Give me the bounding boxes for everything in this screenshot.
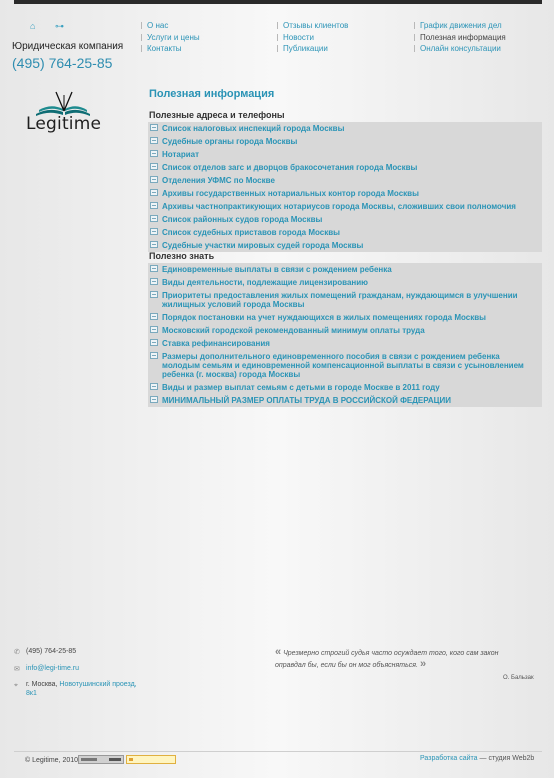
document-icon — [150, 176, 158, 183]
quote-open-icon: « — [275, 646, 282, 658]
nav-column-3 — [414, 20, 506, 55]
open-book-icon — [24, 90, 104, 116]
list-item[interactable]: Московский городской рекомендованный минимум оплаты труда — [148, 324, 542, 337]
document-icon — [150, 278, 158, 285]
developer-credit: Разработка сайта — студия Web2b — [420, 755, 535, 762]
document-icon — [150, 326, 158, 333]
document-icon — [150, 150, 158, 157]
list-item[interactable]: Судебные органы города Москвы — [148, 135, 542, 148]
list-item[interactable]: Виды и размер выплат семьям с детьми в городе Москве в 2011 году — [148, 381, 542, 394]
list-item[interactable]: Порядок постановки на учет нуждающихся в жилых помещениях города Москвы — [148, 311, 542, 324]
list-item[interactable]: Размеры дополнительного единовременного пособия в связи с рождением ребенка молодым семьям и единовременной компенсационной выплаты в связи с усыновлением ребенка (г. москва) города Москвы — [148, 350, 542, 381]
list-item[interactable]: Приоритеты предоставления жилых помещений гражданам, нуждающимся в улучшении жилищных условий города Москвы — [148, 289, 542, 311]
footer-quote — [275, 647, 530, 671]
section-title-addresses: Полезные адреса и телефоны — [149, 110, 285, 120]
list-item[interactable]: Список районных судов города Москвы — [148, 213, 542, 226]
home-icon[interactable]: ⌂ — [30, 21, 36, 31]
document-icon — [150, 241, 158, 248]
list-item[interactable]: МИНИМАЛЬНЫЙ РАЗМЕР ОПЛАТЫ ТРУДА В РОССИЙСКОЙ ФЕДЕРАЦИИ — [148, 394, 542, 407]
list-item[interactable]: Отделения УФМС по Москве — [148, 174, 542, 187]
list-item[interactable]: Список отделов загс и дворцов бракосочетания города Москвы — [148, 161, 542, 174]
list-item[interactable]: Архивы государственных нотариальных контор города Москвы — [148, 187, 542, 200]
document-icon — [150, 137, 158, 144]
counter-badge[interactable] — [126, 755, 176, 764]
document-icon — [150, 189, 158, 196]
list-item[interactable]: Список налоговых инспекций города Москвы — [148, 122, 542, 135]
header-phone: (495) 764-25-85 — [12, 55, 113, 71]
sitemap-icon[interactable]: ⊶ — [54, 21, 64, 31]
page-title: Полезная информация — [149, 88, 275, 100]
document-icon — [150, 228, 158, 235]
counter-badge[interactable] — [78, 755, 124, 764]
nav-item-publications[interactable]: Публикации — [277, 43, 348, 55]
document-icon — [150, 124, 158, 131]
footer-phone-row — [14, 647, 144, 656]
top-bar — [14, 0, 542, 4]
list-item[interactable]: Список судебных приставов города Москвы — [148, 226, 542, 239]
document-icon — [150, 313, 158, 320]
nav-item-case-schedule[interactable]: График движения дел — [414, 20, 506, 32]
document-icon — [150, 352, 158, 359]
footer-divider — [14, 751, 542, 752]
document-icon — [150, 215, 158, 222]
list-item[interactable]: Судебные участки мировых судей города Москвы — [148, 239, 542, 252]
document-icon — [150, 202, 158, 209]
footer-email-row — [14, 664, 144, 673]
document-icon — [150, 396, 158, 403]
logo[interactable] — [24, 90, 104, 134]
document-icon — [150, 339, 158, 346]
nav-item-online-consult[interactable]: Онлайн консультации — [414, 43, 506, 55]
phone-icon: ✆ — [14, 649, 20, 656]
document-icon — [150, 291, 158, 298]
footer-phone: (495) 764-25-85 — [26, 648, 77, 655]
location-icon: ⌖ — [14, 682, 18, 689]
nav-column-2 — [277, 20, 348, 55]
document-icon — [150, 163, 158, 170]
addresses-list — [148, 122, 542, 252]
nav-item-services[interactable]: Услуги и цены — [141, 32, 200, 44]
footer-contacts — [14, 647, 144, 705]
quote-close-icon: » — [419, 658, 427, 670]
nav-item-news[interactable]: Новости — [277, 32, 348, 44]
logo-text: Legitime — [26, 114, 102, 134]
footer-address-row — [14, 680, 144, 698]
list-item[interactable]: Ставка рефинансирования — [148, 337, 542, 350]
list-item[interactable]: Архивы частнопрактикующих нотариусов города Москвы, сложивших свои полномочия — [148, 200, 542, 213]
list-item[interactable]: Нотариат — [148, 148, 542, 161]
footer-address-link[interactable]: Новотушинский проезд, 8к1 — [26, 681, 137, 697]
copyright: © Legitime, 2010 — [25, 757, 79, 764]
nav-column-1 — [141, 20, 200, 55]
quote-text: Чрезмерно строгий судья часто осуждает того, кого сам закон оправдал бы, если бы он мог объясняться. — [275, 650, 499, 669]
section-title-useful: Полезно знать — [149, 251, 215, 261]
footer-email-link[interactable]: info@legi-time.ru — [26, 665, 80, 672]
quote-author: О. Бальзак — [503, 675, 534, 681]
footer-address-prefix: г. Москва, — [26, 681, 60, 688]
company-type: Юридическая компания — [12, 41, 124, 52]
nav-item-contacts[interactable]: Контакты — [141, 43, 200, 55]
mail-icon: ✉ — [14, 666, 20, 673]
header-icons — [30, 21, 81, 32]
list-item[interactable]: Единовременные выплаты в связи с рождением ребенка — [148, 263, 542, 276]
useful-list — [148, 263, 542, 407]
document-icon — [150, 265, 158, 272]
list-item[interactable]: Виды деятельности, подлежащие лицензированию — [148, 276, 542, 289]
nav-item-about[interactable]: О нас — [141, 20, 200, 32]
developer-link[interactable]: Разработка сайта — [420, 755, 478, 762]
nav-item-reviews[interactable]: Отзывы клиентов — [277, 20, 348, 32]
nav-item-useful-info[interactable]: Полезная информация — [414, 32, 506, 44]
document-icon — [150, 383, 158, 390]
